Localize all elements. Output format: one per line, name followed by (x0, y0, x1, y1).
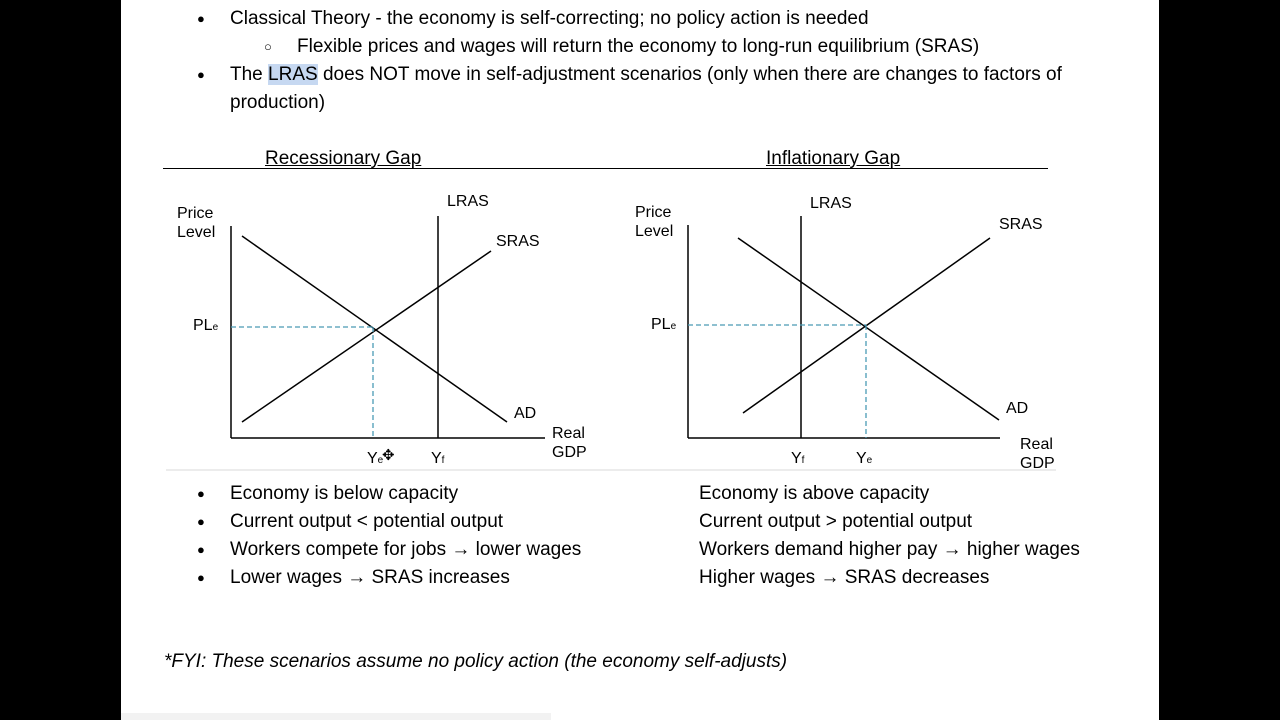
left-point: Workers compete for jobs → lower wages (230, 539, 582, 560)
sub-bullet-circle: ○ (264, 39, 272, 54)
classical-theory-bullet: Classical Theory - the economy is self-correcting; no policy action is needed (230, 8, 869, 29)
document-page (121, 0, 1159, 720)
inflationary-gap-heading: Inflationary Gap (766, 148, 901, 169)
bullet-dot: ● (197, 67, 205, 82)
real-axis-label: Real (1020, 436, 1053, 453)
bullet-dot: ● (197, 486, 205, 501)
gdp-axis-label: GDP (552, 444, 587, 461)
price-axis-label: Price (177, 205, 214, 222)
fyi-footnote: *FYI: These scenarios assume no policy action (the economy self-adjusts) (164, 651, 788, 672)
left-point: Economy is below capacity (230, 483, 459, 504)
lras-label: LRAS (810, 195, 852, 212)
y-f-label: Yf (431, 450, 445, 467)
bullet-dot: ● (197, 570, 205, 585)
gdp-axis-label: GDP (1020, 455, 1055, 472)
bullet-dot: ● (197, 542, 205, 557)
ad-label: AD (514, 405, 537, 422)
right-point: Economy is above capacity (699, 483, 930, 504)
lras-highlight: LRAS (268, 64, 318, 85)
level-axis-label: Level (635, 223, 674, 240)
pl-e-label: PLe (193, 317, 219, 334)
move-cursor-icon: ✥ (382, 447, 395, 464)
flexible-prices-subbullet: Flexible prices and wages will return the economy to long-run equilibrium (SRAS) (297, 36, 980, 57)
lras-bullet-continued: production) (230, 92, 326, 113)
y-e-label: Ye (856, 450, 873, 467)
page-bottom-shadow (121, 713, 551, 720)
sras-label: SRAS (496, 233, 540, 250)
right-point: Higher wages → SRAS decreases (699, 567, 990, 588)
lras-bullet: The LRAS does NOT move in self-adjustment scenarios (only when there are changes to factors of (230, 64, 1062, 85)
bullet-dot: ● (197, 514, 205, 529)
inflationary-gap-graph (121, 0, 1159, 720)
ad-curve (738, 238, 999, 420)
y-e-label: Ye (367, 450, 384, 467)
lras-label: LRAS (447, 193, 489, 210)
left-point: Lower wages → SRAS increases (230, 567, 510, 588)
recessionary-gap-heading: Recessionary Gap (265, 148, 422, 169)
right-point: Workers demand higher pay → higher wages (699, 539, 1080, 560)
ad-label: AD (1006, 400, 1029, 417)
y-f-label: Yf (791, 450, 805, 467)
real-axis-label: Real (552, 425, 585, 442)
level-axis-label: Level (177, 224, 216, 241)
bullet-dot: ● (197, 11, 205, 26)
sras-label: SRAS (999, 216, 1043, 233)
price-axis-label: Price (635, 204, 672, 221)
pl-e-label: PLe (651, 316, 677, 333)
right-point: Current output > potential output (699, 511, 973, 532)
left-point: Current output < potential output (230, 511, 504, 532)
